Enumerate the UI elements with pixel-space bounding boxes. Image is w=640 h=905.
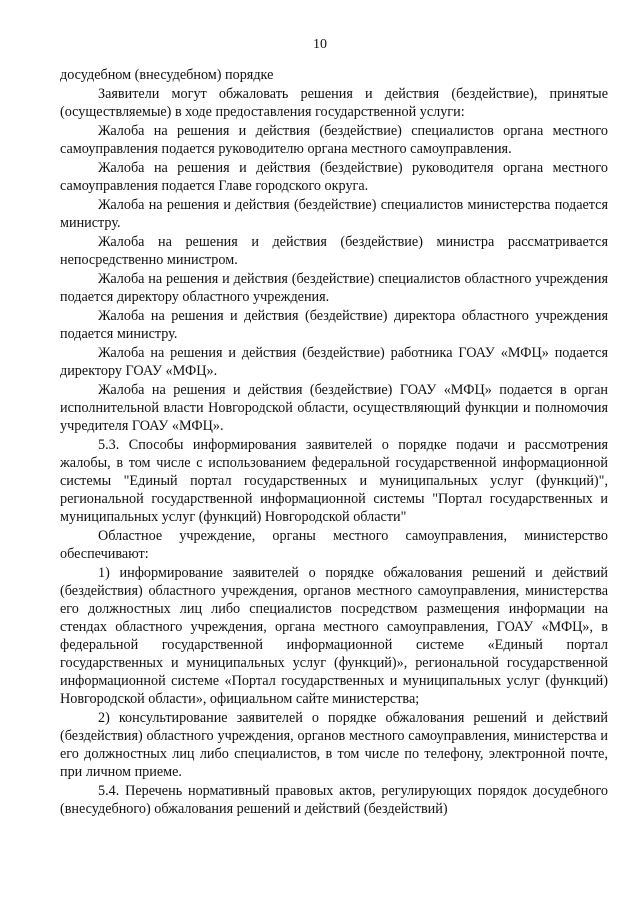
paragraph-complaint-institution-director: Жалоба на решения и действия (бездействие) директора областного учреждения подается министру.: [60, 308, 608, 342]
paragraph-item-2-consulting: 2) консультирование заявителей о порядке обжалования решений и действий (бездействия) областного учреждения, органов местного самоуправления, министерства и его должностных лиц либо специалистов, в том числе по телефону, электронной почте, при личном приеме.: [60, 710, 608, 780]
paragraph-bodies-provide: Областное учреждение, органы местного самоуправления, министерство обеспечивают:: [60, 528, 608, 562]
paragraph-complaint-ministry-specialists: Жалоба на решения и действия (бездействие) специалистов министерства подается министру.: [60, 197, 608, 231]
paragraph-item-1-informing: 1) информирование заявителей о порядке обжалования решений и действий (бездействия) областного учреждения, органов местного самоуправления, министерства его должностных лиц либо специалистов посредством размещения информации на стендах областного учреждения, органа местного самоуправления, ГОАУ «МФЦ», в федеральной государственной информационной системе «Единый портал государственных и муниципальных услуг (функций)», региональной государственной информационной системе «Портал государственных и муниципальных услуг (функций) Новгородской области», официальном сайте министерства;: [60, 565, 608, 707]
paragraph-complaint-local-head: Жалоба на решения и действия (бездействие) руководителя органа местного самоуправления подается Главе городского округа.: [60, 160, 608, 194]
paragraph-complaint-mfc-employee: Жалоба на решения и действия (бездействие) работника ГОАУ «МФЦ» подается директору ГОАУ «МФЦ».: [60, 345, 608, 379]
document-body: [60, 66, 608, 819]
page-number: 10: [313, 37, 327, 52]
paragraph-complaint-local-specialists: Жалоба на решения и действия (бездействие) специалистов органа местного самоуправления подается руководителю органа местного самоуправления.: [60, 123, 608, 157]
paragraph-complaint-mfc: Жалоба на решения и действия (бездействие) ГОАУ «МФЦ» подается в орган исполнительной власти Новгородской области, осуществляющий функции и полномочия учредителя ГОАУ «МФЦ».: [60, 382, 608, 434]
paragraph-section-5-3: 5.3. Способы информирования заявителей о порядке подачи и рассмотрения жалобы, в том числе с использованием федеральной государственной информационной системы "Единый портал государственных и муниципальных услуг (функций)", региональной государственной информационной системы "Портал государственных и муниципальных услуг (функций) Новгородской области": [60, 437, 608, 525]
paragraph-section-5-4: 5.4. Перечень нормативный правовых актов, регулирующих порядок досудебного (внесудебного) обжалования решений и действий (бездействий): [60, 783, 608, 817]
paragraph-heading-continuation: досудебном (внесудебном) порядке: [60, 67, 274, 83]
paragraph-complaint-institution-specialists: Жалоба на решения и действия (бездействие) специалистов областного учреждения подается директору областного учреждения.: [60, 271, 608, 305]
paragraph-applicants-may-appeal: Заявители могут обжаловать решения и действия (бездействие), принятые (осуществляемые) в ходе предоставления государственной услуги:: [60, 86, 608, 120]
paragraph-complaint-minister: Жалоба на решения и действия (бездействие) министра рассматривается непосредственно министром.: [60, 234, 608, 268]
